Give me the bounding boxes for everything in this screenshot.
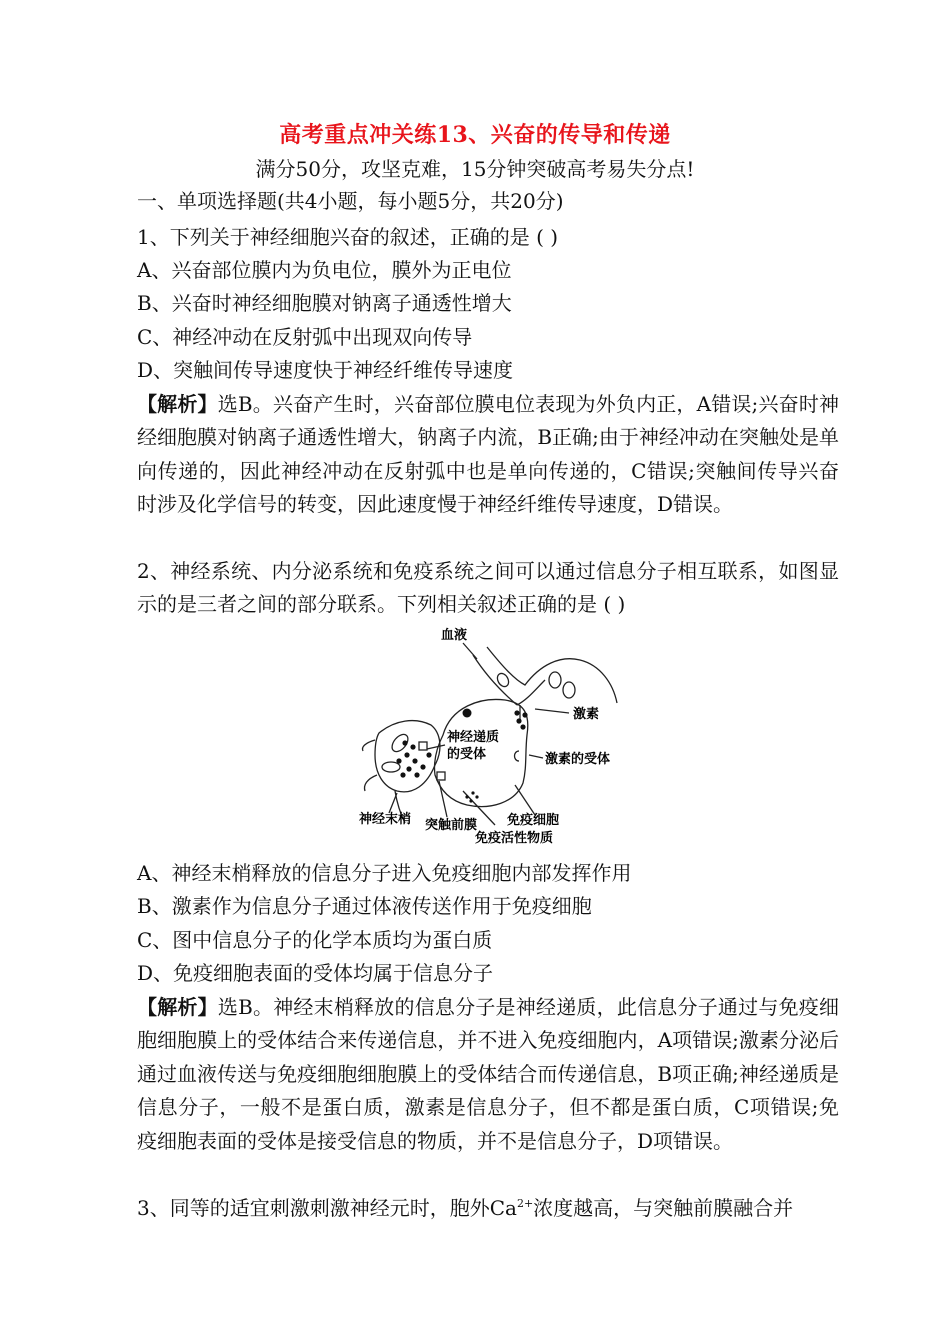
question-2-option-b: B、激素作为信息分子通过体液传送作用于免疫细胞: [137, 894, 592, 918]
question-1-option-c: C、神经冲动在反射弧中出现双向传导: [137, 325, 473, 349]
page-title: 高考重点冲关练13、兴奋的传导和传递: [279, 122, 671, 148]
question-1-analysis: [137, 388, 839, 522]
question-2-option-d: D、免疫细胞表面的受体均属于信息分子: [137, 961, 494, 985]
label-immune-cell: 免疫细胞: [507, 813, 560, 828]
analysis-text: 选B。兴奋产生时，兴奋部位膜电位表现为外负内正，A错误;兴奋时神经细胞膜对钠离子通透性增大，钠离子内流，B正确;由于神经冲动在突触处是单向传递的，因此神经冲动在反射弧中也是单向传递的，C错误;突触间传导兴奋时涉及化学信号的转变，因此速度慢于神经纤维传导速度，D错误。: [137, 392, 839, 517]
question-1-option-b: B、兴奋时神经细胞膜对钠离子通透性增大: [137, 291, 512, 315]
question-2-option-a: A、神经末梢释放的信息分子进入免疫细胞内部发挥作用: [137, 861, 632, 885]
question-1-option-a: A、兴奋部位膜内为负电位，膜外为正电位: [137, 258, 512, 282]
label-nt-receptor-1: 神经递质: [447, 730, 500, 745]
label-hormone: 激素: [573, 707, 600, 722]
label-blood: 血液: [441, 628, 468, 643]
question-2-stem: 2、神经系统、内分泌系统和免疫系统之间可以通过信息分子相互联系，如图显示的是三者之间的部分联系。下列相关叙述正确的是 ( ): [137, 559, 839, 617]
label-nt-receptor-2: 的受体: [447, 747, 487, 762]
question-3-stem: 3、同等的适宜刺激刺激神经元时，胞外$Ca^{2+}$浓度越高，与突触前膜融合并: [137, 1196, 794, 1220]
section-heading: 一、单项选择题(共4小题，每小题5分，共20分): [137, 189, 564, 213]
neuro-immune-diagram: [355, 625, 625, 850]
question-1-stem: 1、下列关于神经细胞兴奋的叙述，正确的是 ( ): [137, 225, 559, 249]
analysis-text: 选B。神经末梢释放的信息分子是神经递质，此信息分子通过与免疫细胞细胞膜上的受体结合来传递信息，并不进入免疫细胞内，A项错误;激素分泌后通过血液传送与免疫细胞细胞膜上的受体结合而传递信息，B项正确;神经递质是信息分子，一般不是蛋白质，激素是信息分子，但不都是蛋白质，C项错误;免疫细胞表面的受体是接受信息的物质，并不是信息分子，D项错误。: [137, 995, 839, 1153]
analysis-tag: 【解析】: [137, 392, 218, 416]
label-presynaptic: 突触前膜: [425, 818, 478, 833]
question-1-option-d: D、突触间传导速度快于神经纤维传导速度: [137, 358, 514, 382]
analysis-tag: 【解析】: [137, 995, 218, 1019]
label-hormone-receptor: 激素的受体: [545, 752, 611, 767]
question-2-option-c: C、图中信息分子的化学本质均为蛋白质: [137, 928, 493, 952]
label-nerve-ending: 神经末梢: [359, 812, 412, 827]
label-immune-substance: 免疫活性物质: [475, 831, 554, 846]
page-subtitle: 满分50分，攻坚克难，15分钟突破高考易失分点!: [255, 157, 695, 181]
question-2-analysis: [137, 991, 839, 1158]
